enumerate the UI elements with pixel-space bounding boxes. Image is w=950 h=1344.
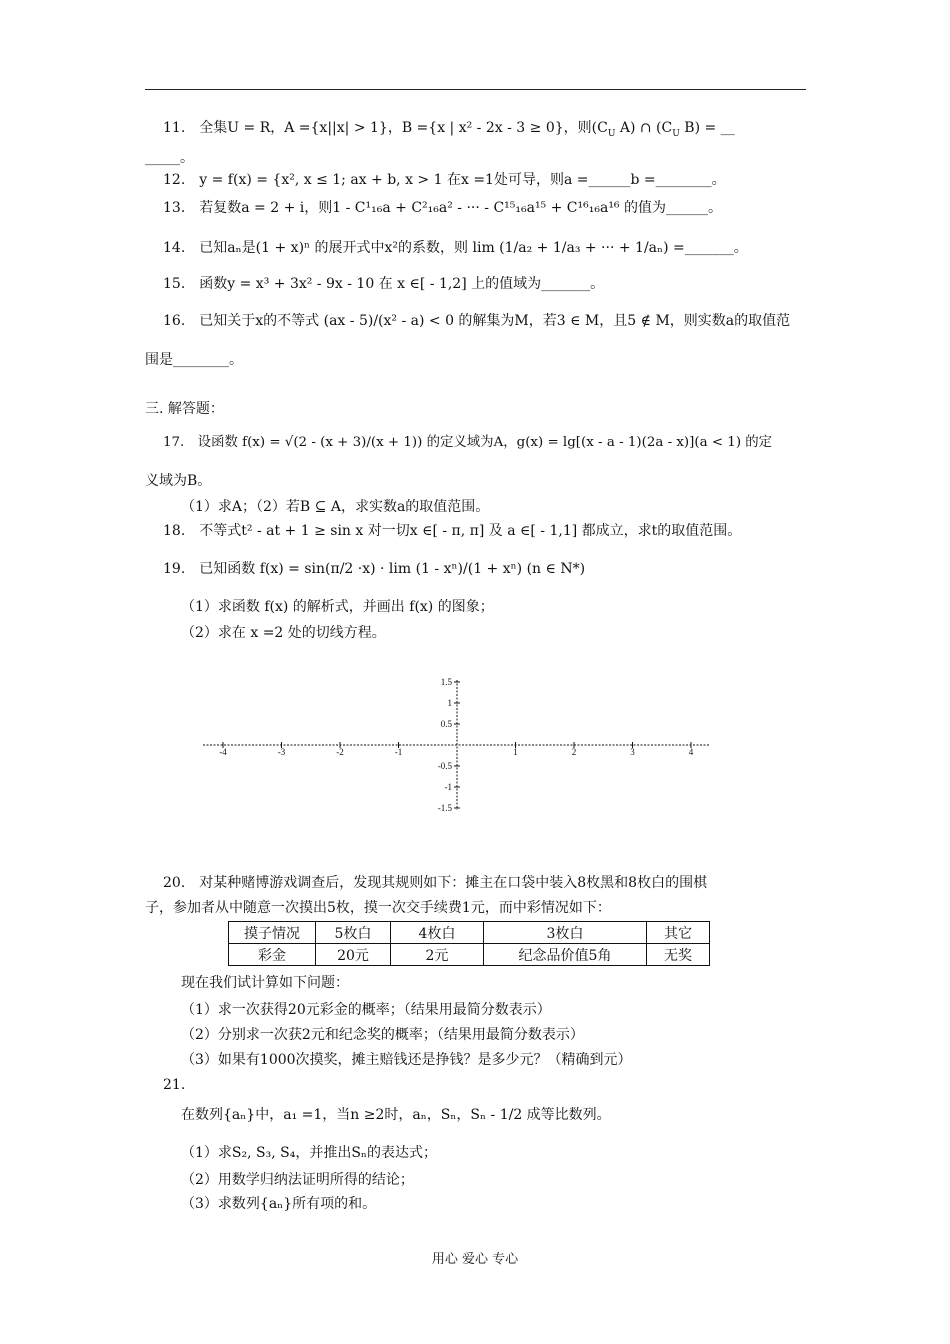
table-cell: 摸子情况	[229, 922, 316, 944]
section-heading: 三. 解答题：	[145, 401, 224, 417]
problem-17-parts: （1）求A；（2）若B ⊆ A，求实数a的取值范围。	[181, 499, 490, 515]
problem-20: 20. 对某种赌博游戏调查后，发现其规则如下：摊主在口袋中装入8枚黑和8枚白的围棋	[163, 875, 708, 891]
problem-21-statement: 在数列{aₙ}中，a₁ =1，当n ≥2时，aₙ，Sₙ，Sₙ - 1/2 成等比数列。	[181, 1107, 611, 1123]
problem-20-part1: （1）求一次获得20元彩金的概率；（结果用最简分数表示）	[181, 1002, 551, 1018]
y-tick-label: -0.5	[437, 761, 452, 771]
problem-16-cont: 围是________。	[145, 352, 243, 368]
problem-19-part2: （2）求在 x =2 处的切线方程。	[181, 625, 386, 641]
problem-21-part3: （3）求数列{aₙ}所有项的和。	[181, 1196, 377, 1212]
problem-20-part2: （2）分别求一次获2元和纪念奖的概率；（结果用最简分数表示）	[181, 1027, 584, 1043]
problem-20-part3: （3）如果有1000次摸奖，摊主赔钱还是挣钱？是多少元？（精确到元）	[181, 1052, 632, 1068]
x-tick-label: 1	[513, 747, 518, 757]
x-tick-label: -2	[336, 747, 344, 757]
problem-21-part2: （2）用数学归纳法证明所得的结论；	[181, 1172, 414, 1188]
x-tick-label: 2	[571, 747, 577, 757]
coordinate-graph	[195, 670, 715, 820]
problem-18: 18. 不等式t² - at + 1 ≥ sin x 对一切x ∈[ - π, π] 及 a ∈[ - 1,1] 都成立，求t的取值范围。	[163, 523, 742, 539]
table-row	[229, 944, 710, 966]
table-cell: 3枚白	[484, 922, 647, 944]
y-tick-label: 0.5	[440, 719, 452, 729]
problem-20-cont: 子，参加者从中随意一次摸出5枚，摸一次交手续费1元，而中彩情况如下：	[145, 900, 611, 916]
y-tick-label: -1	[444, 782, 452, 792]
table-cell: 彩金	[229, 944, 316, 966]
problem-14: 14. 已知aₙ是(1 + x)ⁿ 的展开式中x²的系数，则 lim (1/a₂ + 1/a₃ + ··· + 1/aₙ) =_______。	[163, 240, 748, 256]
table-header-row	[229, 922, 710, 944]
table-cell: 其它	[647, 922, 710, 944]
problem-20-intro: 现在我们试计算如下问题：	[181, 975, 349, 991]
problem-17-cont: 义域为B。	[145, 473, 212, 489]
problem-15: 15. 函数y = x³ + 3x² - 9x - 10 在 x ∈[ - 1,2] 上的值域为_______。	[163, 276, 605, 292]
problem-21-part1: （1）求S₂, S₃, S₄，并推出Sₙ的表达式；	[181, 1145, 437, 1161]
x-tick-label: -4	[219, 747, 227, 757]
problem-13: 13. 若复数a = 2 + i，则1 - C¹₁₆a + C²₁₆a² - ··· - C¹⁵₁₆a¹⁵ + C¹⁶₁₆a¹⁶ 的值为______。	[163, 200, 722, 216]
problem-11: 11. 全集U = R，A ={x||x| > 1}，B ={x | x² - 2x - 3 ≥ 0}，则($C_U$ A) ∩ ($C_U$ B) = __	[163, 120, 735, 139]
y-tick-label: -1.5	[437, 803, 452, 813]
problem-16: 16. 已知关于x的不等式 (ax - 5)/(x² - a) < 0 的解集为M，若3 ∈ M，且5 ∉ M，则实数a的取值范	[163, 313, 791, 329]
header-rule	[145, 89, 806, 90]
problem-21: 21.	[163, 1077, 186, 1093]
table-cell: 20元	[316, 944, 391, 966]
footer-motto: 用心 爱心 专心	[431, 1252, 519, 1267]
problem-19-part1: （1）求函数 f(x) 的解析式，并画出 f(x) 的图象；	[181, 599, 494, 615]
prize-table	[228, 921, 710, 966]
y-tick-label: 1	[447, 698, 452, 708]
x-tick-label: -1	[394, 747, 403, 757]
table-cell: 纪念品价值5角	[484, 944, 647, 966]
table-cell: 4枚白	[391, 922, 484, 944]
x-tick-label: -3	[277, 747, 286, 757]
table-cell: 无奖	[647, 944, 710, 966]
table-cell: 5枚白	[316, 922, 391, 944]
y-tick-label: 1.5	[440, 677, 452, 687]
problem-11-cont: _____。	[145, 150, 194, 166]
x-tick-label: 4	[688, 747, 694, 757]
problem-17: 17. 设函数 f(x) = √(2 - (x + 3)/(x + 1)) 的定义域为A，g(x) = lg[(x - a - 1)(2a - x)](a < 1) 的定	[163, 435, 773, 450]
problem-19: 19. 已知函数 f(x) = sin(π/2 ·x) · lim (1 - xⁿ)/(1 + xⁿ) (n ∈ N*)	[163, 561, 586, 577]
table-cell: 2元	[391, 944, 484, 966]
problem-12: 12. y = f(x) = {x², x ≤ 1; ax + b, x > 1 在x =1处可导，则a =______b =________。	[163, 172, 726, 188]
x-tick-label: 3	[630, 747, 635, 757]
